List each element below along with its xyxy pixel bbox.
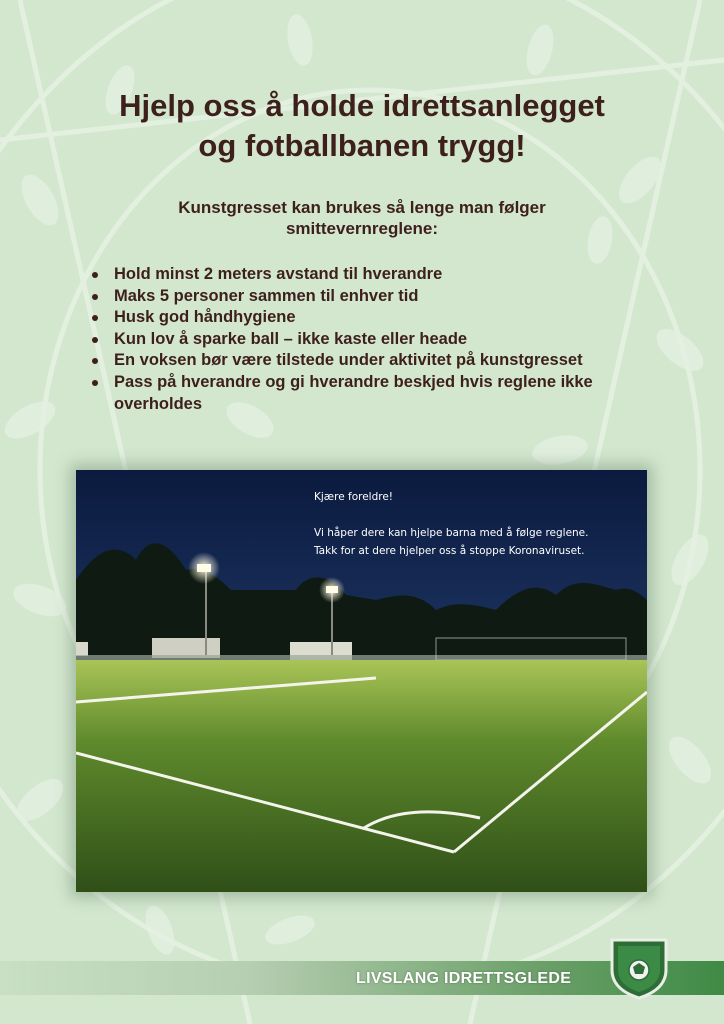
rule-item: Pass på hverandre og gi hverandre beskjed hvis reglene ikke overholdes: [86, 372, 656, 415]
rules-list: [86, 264, 656, 415]
parent-message: [314, 488, 644, 560]
message-line-1: Vi håper dere kan hjelpe barna med å følge reglene.: [314, 527, 589, 539]
subtitle: Kunstgresset kan brukes så lenge man følger smittevernreglene:: [178, 198, 546, 238]
message-line-2: Takk for at dere hjelper oss å stoppe Koronaviruset.: [314, 545, 585, 557]
football-pitch-photo: [76, 470, 647, 892]
rule-item: Husk god håndhygiene: [86, 307, 656, 329]
greeting: Kjære foreldre!: [314, 491, 394, 503]
rule-item: Maks 5 personer sammen til enhver tid: [86, 286, 656, 308]
page-title: [0, 86, 724, 166]
rule-item: Hold minst 2 meters avstand til hverandre: [86, 264, 656, 286]
club-crest-logo-icon: [604, 936, 674, 1000]
title-line-2: og fotballbanen trygg!: [198, 128, 526, 163]
title-line-1: Hjelp oss å holde idrettsanlegget: [119, 88, 605, 123]
footer-slogan: LIVSLANG IDRETTSGLEDE: [356, 970, 572, 987]
rule-item: Kun lov å sparke ball – ikke kaste eller heade: [86, 329, 656, 351]
rule-item: En voksen bør være tilstede under aktivitet på kunstgresset: [86, 350, 656, 372]
